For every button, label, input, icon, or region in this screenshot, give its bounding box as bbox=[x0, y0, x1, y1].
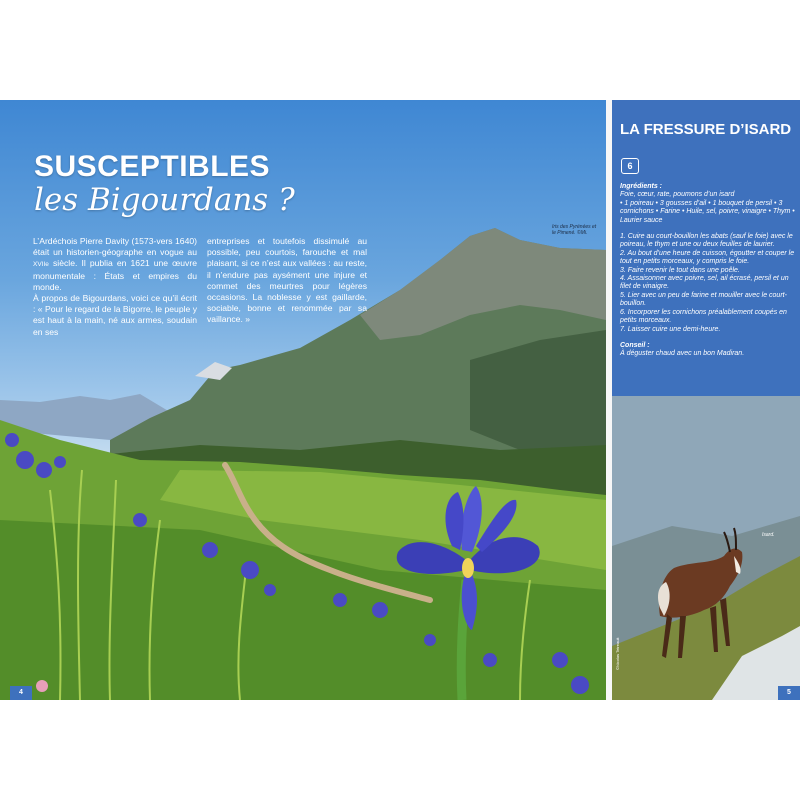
article-paragraph-1 bbox=[33, 236, 197, 293]
tip-label: Conseil : bbox=[620, 341, 650, 349]
recipe-step: 7. Laisser cuire une demi-heure. bbox=[620, 325, 721, 333]
article-column-2 bbox=[207, 236, 367, 326]
pink-flower bbox=[36, 680, 48, 692]
page-number-left: 4 bbox=[10, 686, 32, 700]
recipe-step: 2. Au bout d’une heure de cuisson, égoutter et couper le tout en petits morceaux, y compris le foie. bbox=[620, 249, 795, 266]
recipe-step: 5. Lier avec un peu de farine et mouiller avec le court-bouillon. bbox=[620, 291, 787, 308]
photo-credit: ©Nicolas Tetreault bbox=[615, 637, 620, 670]
magazine-spread bbox=[0, 100, 800, 700]
recipe-step: 3. Faire revenir le tout dans une poêle. bbox=[620, 266, 740, 274]
article-paragraph-3: entreprises et toutefois dissimulé au possible, peu courtois, farouche et mal plaisant, si ce n’est aux vallées : au reste, il n’endure pas aysément une injure et commet des meurtres pour légères occasions. La noblesse y est gaillarde, sociable, bonne et renommée par sa vaillance. » bbox=[207, 236, 367, 325]
left-page bbox=[0, 100, 606, 700]
servings-icon: 6 bbox=[621, 158, 639, 174]
article-title-line2: les Bigourdans ? bbox=[34, 182, 295, 218]
article-title-line1: SUSCEPTIBLES bbox=[34, 150, 271, 183]
photo-caption-left: Iris des Pyrénées et le Pimené. ©Mi. bbox=[552, 224, 597, 236]
ingredient-line: • 1 poireau • 3 gousses d’ail • 1 bouquet de persil • 3 cornichons • Farine • Huile, sel, poivre, vinaigre • Thym • Laurier sauce bbox=[620, 199, 795, 224]
recipe-step: 4. Assaisonner avec poivre, sel, ail écrasé, persil et un filet de vinaigre. bbox=[620, 275, 789, 291]
article-paragraph-2: À propos de Bigourdans, voici ce qu’il écrit : « Pour le regard de la Bigorre, le peuple y est haut à la main, né aux armes, soudain en ses bbox=[33, 293, 197, 337]
right-page bbox=[612, 100, 800, 700]
paragraph-1-text-a: L’Ardéchois Pierre Davity (1573-vers 1640) était un historien-géographe en vogue au bbox=[33, 236, 197, 258]
ingredients-label: Ingrédients : bbox=[620, 183, 663, 190]
ingredient-line: Foie, cœur, rate, poumons d’un isard bbox=[620, 191, 735, 199]
recipe-step: 1. Cuire au court-bouillon les abats (sauf le foie) avec le poireau, le thym et une ou deux feuilles de laurier. bbox=[620, 233, 793, 249]
article-column-1 bbox=[33, 236, 197, 338]
recipe-step: 6. Incorporer les cornichons préalablement coupés en petits morceaux. bbox=[620, 308, 787, 325]
page-number-right: 5 bbox=[778, 686, 800, 700]
photo-caption-right: Isard. bbox=[762, 532, 775, 538]
century-label: XVIIe bbox=[33, 261, 49, 269]
recipe-text bbox=[620, 183, 796, 359]
paragraph-1-text-b: siècle. Il publia en 1621 une œuvre monumentale : États et empires du monde. bbox=[33, 258, 197, 292]
isard-photo bbox=[612, 396, 800, 700]
tip-text: À déguster chaud avec un bon Madiran. bbox=[620, 350, 745, 358]
recipe-title: LA FRESSURE D’ISARD bbox=[620, 121, 792, 138]
